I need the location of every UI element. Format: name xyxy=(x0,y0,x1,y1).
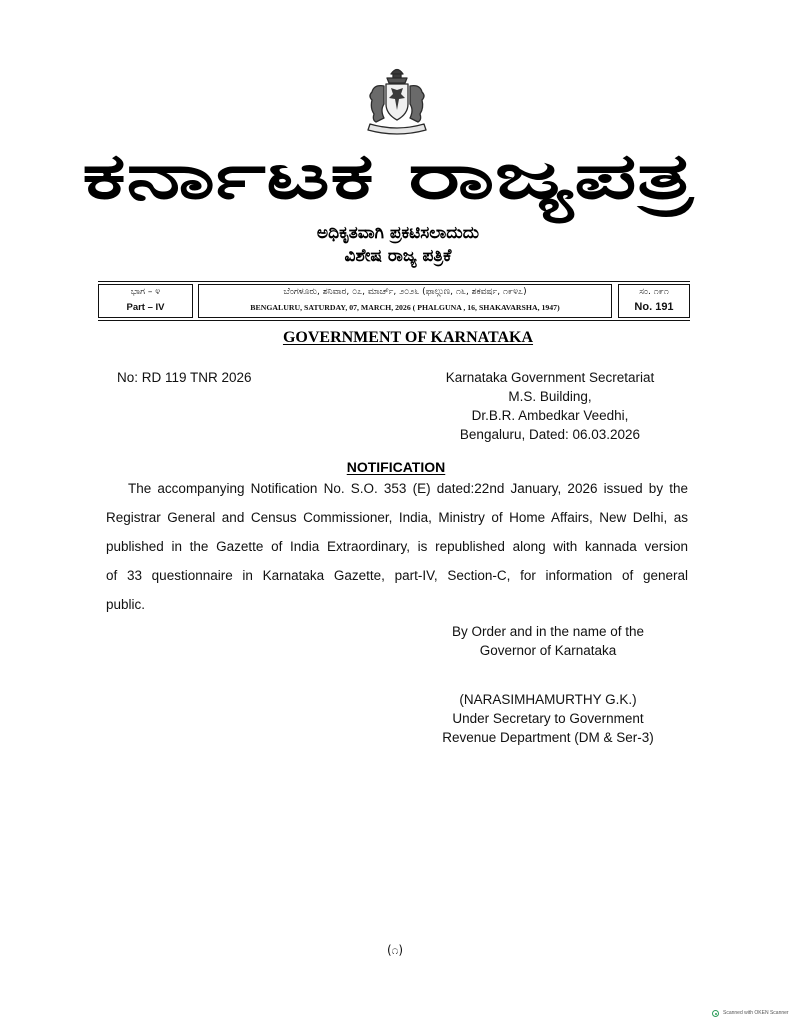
order-line: By Order and in the name of the xyxy=(451,624,645,639)
scanner-app-icon xyxy=(712,1010,719,1017)
reference-number: No: RD 119 TNR 2026 xyxy=(117,370,252,385)
signatory-department: Revenue Department (DM & Ser-3) xyxy=(442,730,654,745)
issue-number-cell xyxy=(618,284,690,318)
issue-number-en-row xyxy=(619,300,689,315)
masthead-edition-box xyxy=(268,245,528,267)
masthead-tagline: ಅಧಿಕೃತವಾಗಿ ಪ್ರಕಟಿಸಲಾದುದು xyxy=(316,223,480,243)
emblem-graphic xyxy=(360,64,434,138)
address-date-line: Bengaluru, Dated: 06.03.2026 xyxy=(459,427,641,442)
address-block xyxy=(430,368,670,444)
address-line: Karnataka Government Secretariat xyxy=(445,370,655,385)
issue-date-english: BENGALURU, SATURDAY, 07, MARCH, 2026 ( PHALGUNA , 16, SHAKAVARSHA, 1947) xyxy=(250,303,560,312)
issue-date-en-row xyxy=(199,300,611,315)
issue-bar xyxy=(98,281,690,321)
government-heading: GOVERNMENT OF KARNATAKA xyxy=(282,329,534,346)
signatory-name: (NARASIMHAMURTHY G.K.) xyxy=(459,692,637,707)
issue-number-kn-row xyxy=(619,285,689,300)
masthead-tagline-box xyxy=(268,222,528,244)
issue-part-cell xyxy=(98,284,193,318)
issue-number-english: No. 191 xyxy=(634,301,674,313)
page-number: (೧) xyxy=(386,943,404,957)
notification-line: published in the Gazette of India Extraordinary, is republished along with kannada version xyxy=(106,539,688,554)
issue-part-kn-row xyxy=(99,285,192,300)
notification-body xyxy=(106,474,688,619)
signatory-designation: Under Secretary to Government xyxy=(452,711,644,726)
issue-date-kannada: ಬೆಂಗಳೂರು, ಶನಿವಾರ, ೦೭, ಮಾರ್ಚ್, ೨೦೨೬ (ಫಾಲ್ಗುಣ, ೧೬, ಶಕವರ್ಷ, ೧೯೪೭) xyxy=(283,287,527,297)
notification-title: NOTIFICATION xyxy=(346,459,446,475)
order-block xyxy=(428,622,668,660)
order-line: Governor of Karnataka xyxy=(479,643,617,658)
state-emblem-icon xyxy=(360,64,434,138)
issue-number-kannada: ಸಂ. ೧೯೧ xyxy=(639,287,669,297)
signatory-block xyxy=(428,690,668,747)
address-line: M.S. Building, xyxy=(508,389,592,404)
notification-line: The accompanying Notification No. S.O. 353 (E) dated:22nd January, 2026 issued by the xyxy=(128,481,688,496)
scanner-watermark: Scanned with OKEN Scanner xyxy=(723,1010,789,1016)
issue-part-en-row xyxy=(99,300,192,315)
notification-line: of 33 questionnaire in Karnataka Gazette, part-IV, Section-C, for information of general xyxy=(106,568,688,583)
issue-part-english: Part – IV xyxy=(126,302,165,313)
issue-part-kannada: ಭಾಗ – ೪ xyxy=(130,287,161,297)
notification-line: public. xyxy=(106,597,146,612)
masthead-title: ಕರ್ನಾಟಕ ರಾಜ್ಯಪತ್ರ xyxy=(81,140,693,214)
masthead-title-box xyxy=(80,134,695,220)
issue-date-kn-row xyxy=(199,285,611,300)
issue-date-cell xyxy=(198,284,612,318)
address-line: Dr.B.R. Ambedkar Veedhi, xyxy=(471,408,629,423)
masthead-edition: ವಿಶೇಷ ರಾಜ್ಯ ಪತ್ರಿಕೆ xyxy=(344,246,452,266)
notification-line: Registrar General and Census Commissioner, India, Ministry of Home Affairs, New Delhi, as xyxy=(106,510,688,525)
